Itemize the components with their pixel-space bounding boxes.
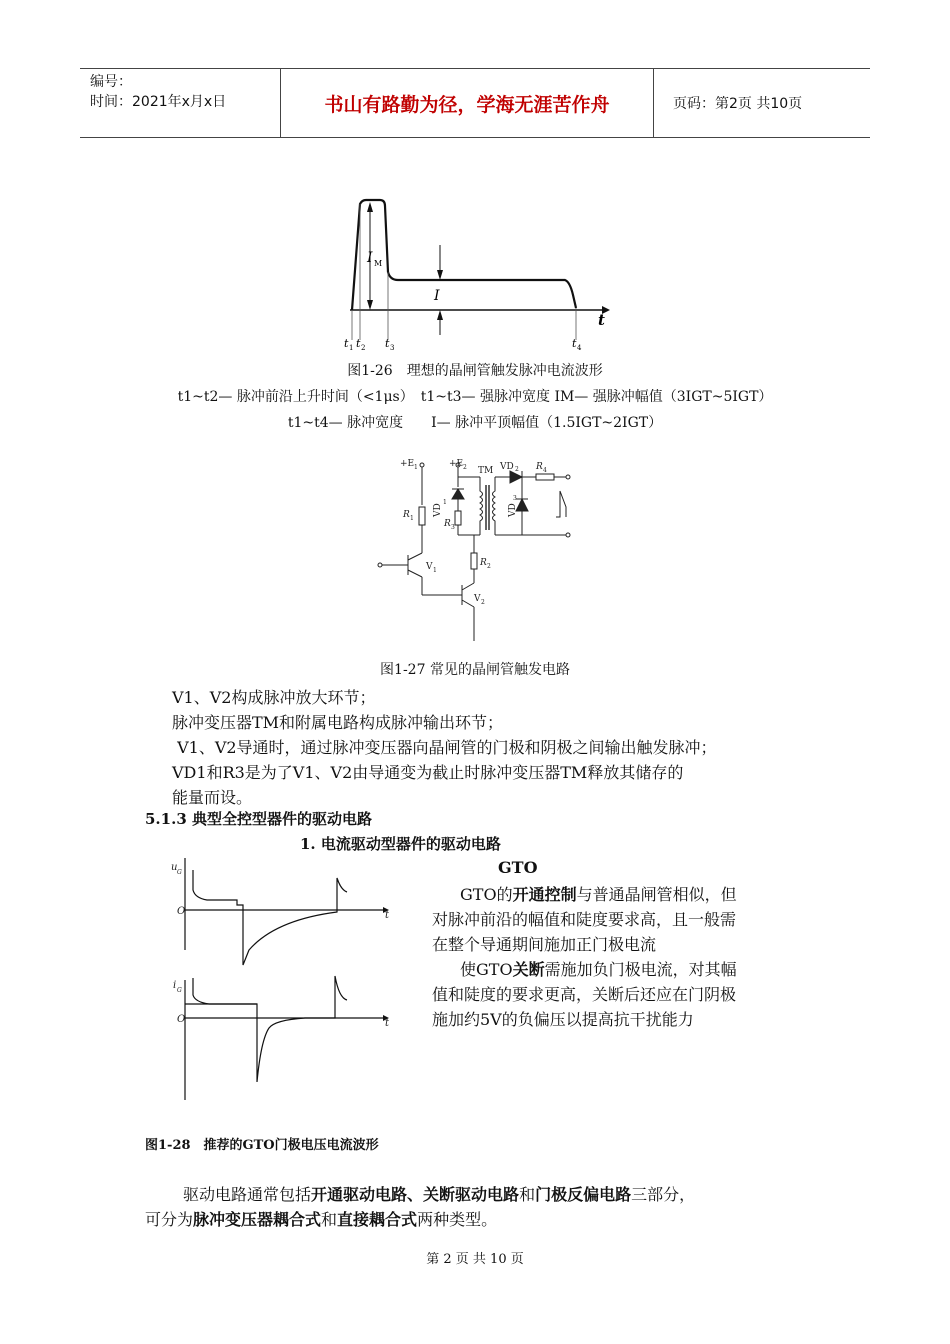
page-footer: 第 2 页 共 10 页 xyxy=(426,1252,524,1267)
summary-s2: 开通驱动电路 xyxy=(311,1185,408,1204)
figure-1-26-waveform xyxy=(330,190,630,355)
fig28-caption: 图1-28 推荐的GTO门极电压电流波形 xyxy=(145,1138,379,1153)
header-info xyxy=(80,69,281,137)
gto-p2-line2: 值和陡度的要求更高，关断后还应在门阴极 xyxy=(432,985,737,1004)
label-im-sub: M xyxy=(374,259,383,268)
label-ug: u xyxy=(171,862,178,873)
gto-p1-c: 与普通晶闸管相似，但 xyxy=(576,885,737,904)
summary-s10: 和 xyxy=(321,1210,338,1229)
code-label: 编号： xyxy=(90,74,132,90)
label-t1: t xyxy=(385,910,390,921)
i-arrow-top-head xyxy=(437,270,443,280)
summary-s12: 两种类型。 xyxy=(417,1210,498,1229)
label-vd2-sub: 2 xyxy=(515,466,519,473)
label-e2: +E xyxy=(449,459,464,469)
ug-curve xyxy=(193,870,347,965)
label-e1: +E xyxy=(400,459,415,469)
pulse-curve xyxy=(352,200,576,310)
fig26-legend-1: t1~t2— 脉冲前沿上升时间（<1μs） t1~t3— 强脉冲宽度 IM— 强脉冲幅值（3IGT~5IGT） xyxy=(177,389,773,405)
paragraph-3: V1、V2导通时，通过脉冲变压器向晶闸管的门极和阴极之间输出触发脉冲； xyxy=(172,738,717,757)
paragraph-5: 能量而设。 xyxy=(172,788,253,807)
fig26-caption: 图1-26 理想的晶闸管触发脉冲电流波形 xyxy=(347,363,603,379)
summary-s3: 、 xyxy=(407,1185,424,1204)
label-ug-sub: G xyxy=(177,869,182,876)
label-o1: O xyxy=(177,906,186,917)
summary-s4: 关断驱动电路 xyxy=(423,1185,520,1204)
subsection-heading: 1. 电流驱动型器件的驱动电路 xyxy=(300,835,501,853)
i-arrow-bottom-head xyxy=(437,310,443,320)
summary-s1: 驱动电路通常包括 xyxy=(183,1185,312,1204)
label-im: I xyxy=(367,250,373,266)
gto-p1-b: 开通控制 xyxy=(512,885,577,904)
transformer-primary xyxy=(480,477,483,535)
output-pulse-symbol xyxy=(556,491,566,517)
label-t4: t xyxy=(572,337,577,350)
time-label: 时间：2021年x月x日 xyxy=(90,94,227,110)
label-t: t xyxy=(598,311,605,329)
im-arrow-head-up xyxy=(367,202,373,212)
label-v1: V xyxy=(426,562,433,572)
gto-paragraph-1 xyxy=(432,882,812,957)
label-o2: O xyxy=(177,1014,186,1025)
ig-curve xyxy=(193,976,347,1082)
label-v2: V xyxy=(474,594,481,604)
gto-title: GTO xyxy=(498,858,538,877)
label-r4-sub: 4 xyxy=(543,467,547,474)
page-info: 页码：第2页 共10页 xyxy=(673,96,803,112)
figure-1-28-waveforms xyxy=(165,850,405,1110)
motto: 书山有路勤为径，学海无涯苦作舟 xyxy=(281,69,654,137)
label-r1: R xyxy=(403,510,410,520)
label-t1-sub: 1 xyxy=(349,344,354,352)
diode-vd1 xyxy=(452,489,464,499)
summary-paragraph xyxy=(145,1182,825,1232)
label-t4-sub: 4 xyxy=(577,344,582,352)
summary-s11: 直接耦合式 xyxy=(337,1210,418,1229)
label-i: I xyxy=(434,288,440,304)
label-t3: t xyxy=(385,337,390,350)
gto-p2-b: 关断 xyxy=(512,960,545,979)
resistor-r3 xyxy=(455,511,461,525)
fig27-caption: 图1-27 常见的晶闸管触发电路 xyxy=(380,662,570,678)
paragraph-2: 脉冲变压器TM和附属电路构成脉冲输出环节； xyxy=(172,713,504,732)
label-r4: R xyxy=(536,462,543,472)
label-vd2: VD xyxy=(500,462,514,472)
label-r1-sub: 1 xyxy=(410,515,414,522)
gto-p1-line3: 在整个导通期间施加正门极电流 xyxy=(432,935,657,954)
gto-p2-line3: 施加约5V的负偏压以提高抗干扰能力 xyxy=(432,1010,694,1029)
label-v2-sub: 2 xyxy=(481,599,485,606)
label-e2-sub: 2 xyxy=(463,464,467,471)
resistor-r1 xyxy=(419,507,425,525)
im-arrow-head-down xyxy=(367,300,373,310)
gto-p2-c: 需施加负门极电流，对其幅 xyxy=(544,960,737,979)
label-ig: i xyxy=(173,980,177,991)
label-t2: t xyxy=(385,1018,390,1029)
label-vd1: VD xyxy=(433,503,443,517)
fig26-legend-2: t1~t4— 脉冲宽度 I— 脉冲平顶幅值（1.5IGT~2IGT） xyxy=(287,415,663,431)
page-header xyxy=(80,68,870,138)
label-t3-sub: 3 xyxy=(390,344,395,352)
label-r3: R xyxy=(444,519,451,529)
label-v1-sub: 1 xyxy=(433,567,437,574)
gto-p1-line2: 对脉冲前沿的幅值和陡度要求高，且一般需 xyxy=(432,910,737,929)
label-vd3-sub: 3 xyxy=(513,495,517,502)
summary-s6: 门极反偏电路 xyxy=(535,1185,632,1204)
paragraph-4: VD1和R3是为了V1、V2由导通变为截止时脉冲变压器TM释放其储存的 xyxy=(172,763,684,782)
section-heading: 5.1.3 典型全控型器件的驱动电路 xyxy=(145,810,372,828)
paragraph-1: V1、V2构成脉冲放大环节； xyxy=(172,688,376,707)
label-t1: t xyxy=(344,337,349,350)
summary-s9: 脉冲变压器耦合式 xyxy=(193,1210,322,1229)
summary-s5: 和 xyxy=(519,1185,536,1204)
resistor-r2 xyxy=(471,553,477,569)
label-vd3: VD xyxy=(508,503,518,517)
label-r2: R xyxy=(480,558,487,568)
gto-p2-a: 使GTO xyxy=(460,960,513,979)
gto-p1-a: GTO的 xyxy=(460,885,513,904)
label-vd1-sub: 1 xyxy=(443,499,447,506)
summary-s7: 三部分， xyxy=(631,1185,696,1204)
label-r2-sub: 2 xyxy=(487,563,491,570)
transformer-secondary xyxy=(493,477,496,535)
label-t2: t xyxy=(356,337,361,350)
label-e1-sub: 1 xyxy=(414,464,418,471)
label-t2-sub: 2 xyxy=(361,344,366,352)
resistor-r4 xyxy=(536,474,554,480)
summary-s8: 可分为 xyxy=(145,1210,194,1229)
figure-1-27-circuit xyxy=(370,455,590,645)
label-tm: TM xyxy=(478,466,494,476)
label-r3-sub: 3 xyxy=(451,524,455,531)
label-ig-sub: G xyxy=(177,987,182,994)
gto-paragraph-2 xyxy=(432,957,812,1032)
